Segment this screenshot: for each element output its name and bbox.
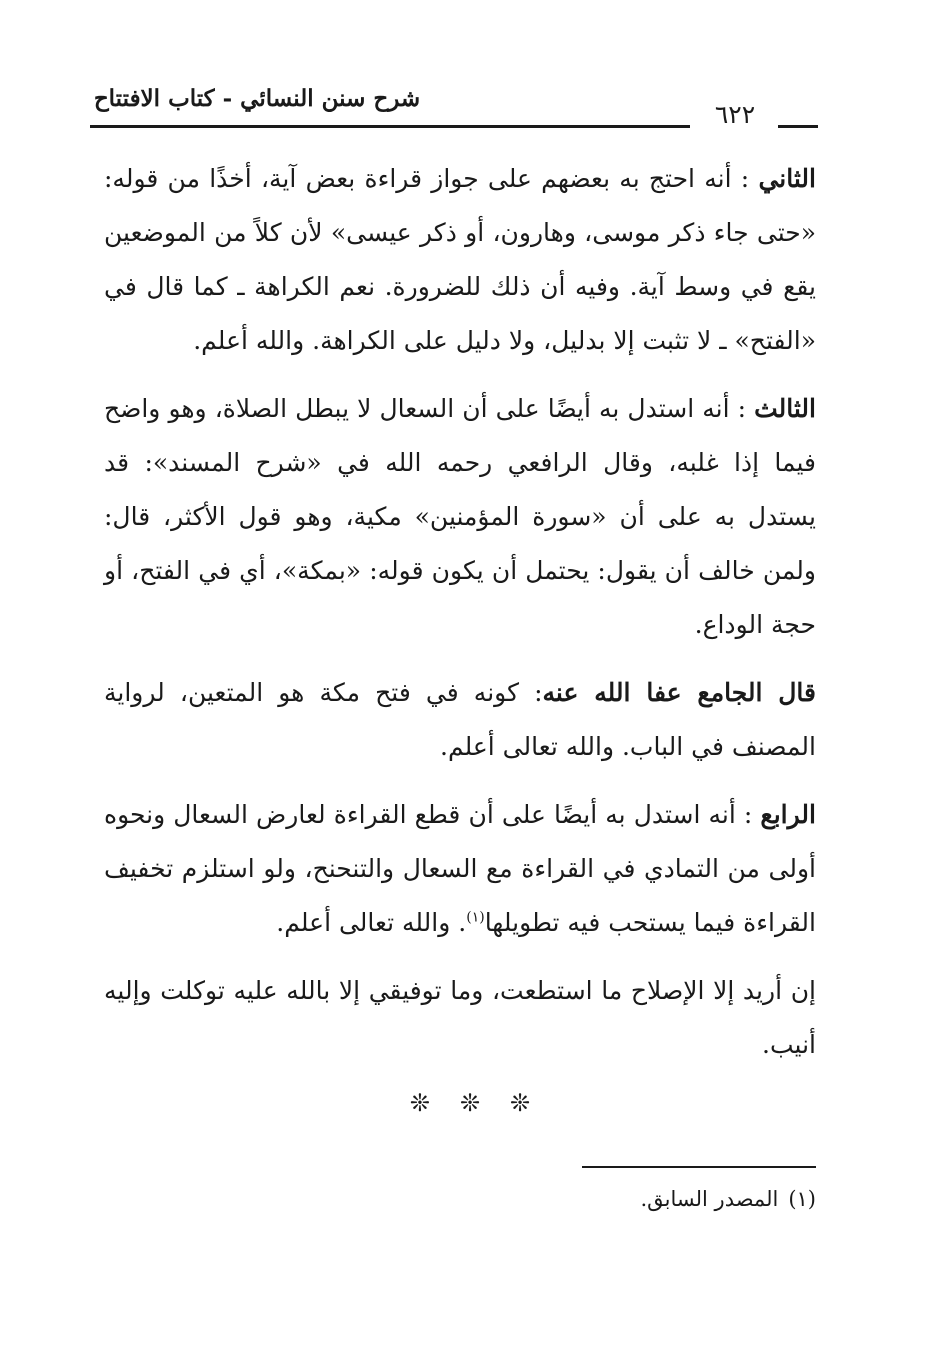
footnote-rule: [582, 1166, 816, 1168]
header-rule: [90, 125, 690, 128]
paragraph-text: : كونه في فتح مكة هو المتعين، لرواية المصنف في الباب. والله تعالى أعلم.: [104, 678, 816, 761]
footnote: [440, 1184, 816, 1214]
paragraph-lead: الثاني: [758, 164, 816, 193]
paragraph-text-after: . والله تعالى أعلم.: [276, 908, 467, 937]
running-head: شرح سنن النسائي - كتاب الافتتاح: [93, 85, 421, 112]
section-separator: [360, 1088, 580, 1118]
paragraph-second: [104, 152, 816, 368]
paragraph-closing: [104, 964, 816, 1072]
paragraph-text: إن أريد إلا الإصلاح ما استطعت، وما توفيقي إلا بالله عليه توكلت وإليه أنيب.: [104, 976, 816, 1059]
star-icon: ❊: [409, 1089, 430, 1117]
paragraph-lead: الثالث: [754, 394, 816, 423]
footnote-ref[interactable]: (١): [466, 909, 485, 926]
page-number-rule: [778, 125, 818, 128]
page-number: ٦٢٢: [714, 100, 756, 129]
paragraph-lead: قال الجامع عفا الله عنه: [542, 678, 816, 707]
footnote-number: (١): [788, 1187, 816, 1211]
paragraph-text: : أنه استدل به أيضًا على أن السعال لا يبطل الصلاة، وهو واضح فيما إذا غلبه، وقال الرافعي رحمه الله في «شرح المسند»: قد يستدل به على أن «سورة المؤمنين» مكية، وهو قول الأكثر، قال: ولمن خالف أن يقول: يحتمل أن يكون قوله: «بمكة»، أي في الفتح، أو حجة الوداع.: [104, 394, 816, 639]
paragraph-lead: الرابع: [760, 800, 816, 829]
paragraph-third: [104, 382, 816, 652]
paragraph-fourth: [104, 788, 816, 950]
main-text: [104, 152, 816, 1086]
star-icon: ❊: [510, 1089, 531, 1117]
footnote-text: المصدر السابق.: [640, 1187, 779, 1211]
paragraph-text: : أنه احتج به بعضهم على جواز قراءة بعض آية، أخذًا من قوله: «حتى جاء ذكر موسى، وهارون، أو ذكر عيسى» لأن كلاً من الموضعين يقع في وسط آية. وفيه أن ذلك للضرورة. نعم الكراهة ـ كما قال في «الفتح» ـ لا تثبت إلا بدليل، ولا دليل على الكراهة. والله أعلم.: [104, 164, 816, 355]
paragraph-compiler-note: [104, 666, 816, 774]
star-icon: ❊: [459, 1089, 481, 1117]
paragraph-text: : أنه استدل به أيضًا على أن قطع القراءة لعارض السعال ونحوه أولى من التمادي في القراءة مع السعال والتنحنح، ولو استلزم تخفيف القراءة فيما يستحب فيه تطويلها: [104, 800, 816, 937]
